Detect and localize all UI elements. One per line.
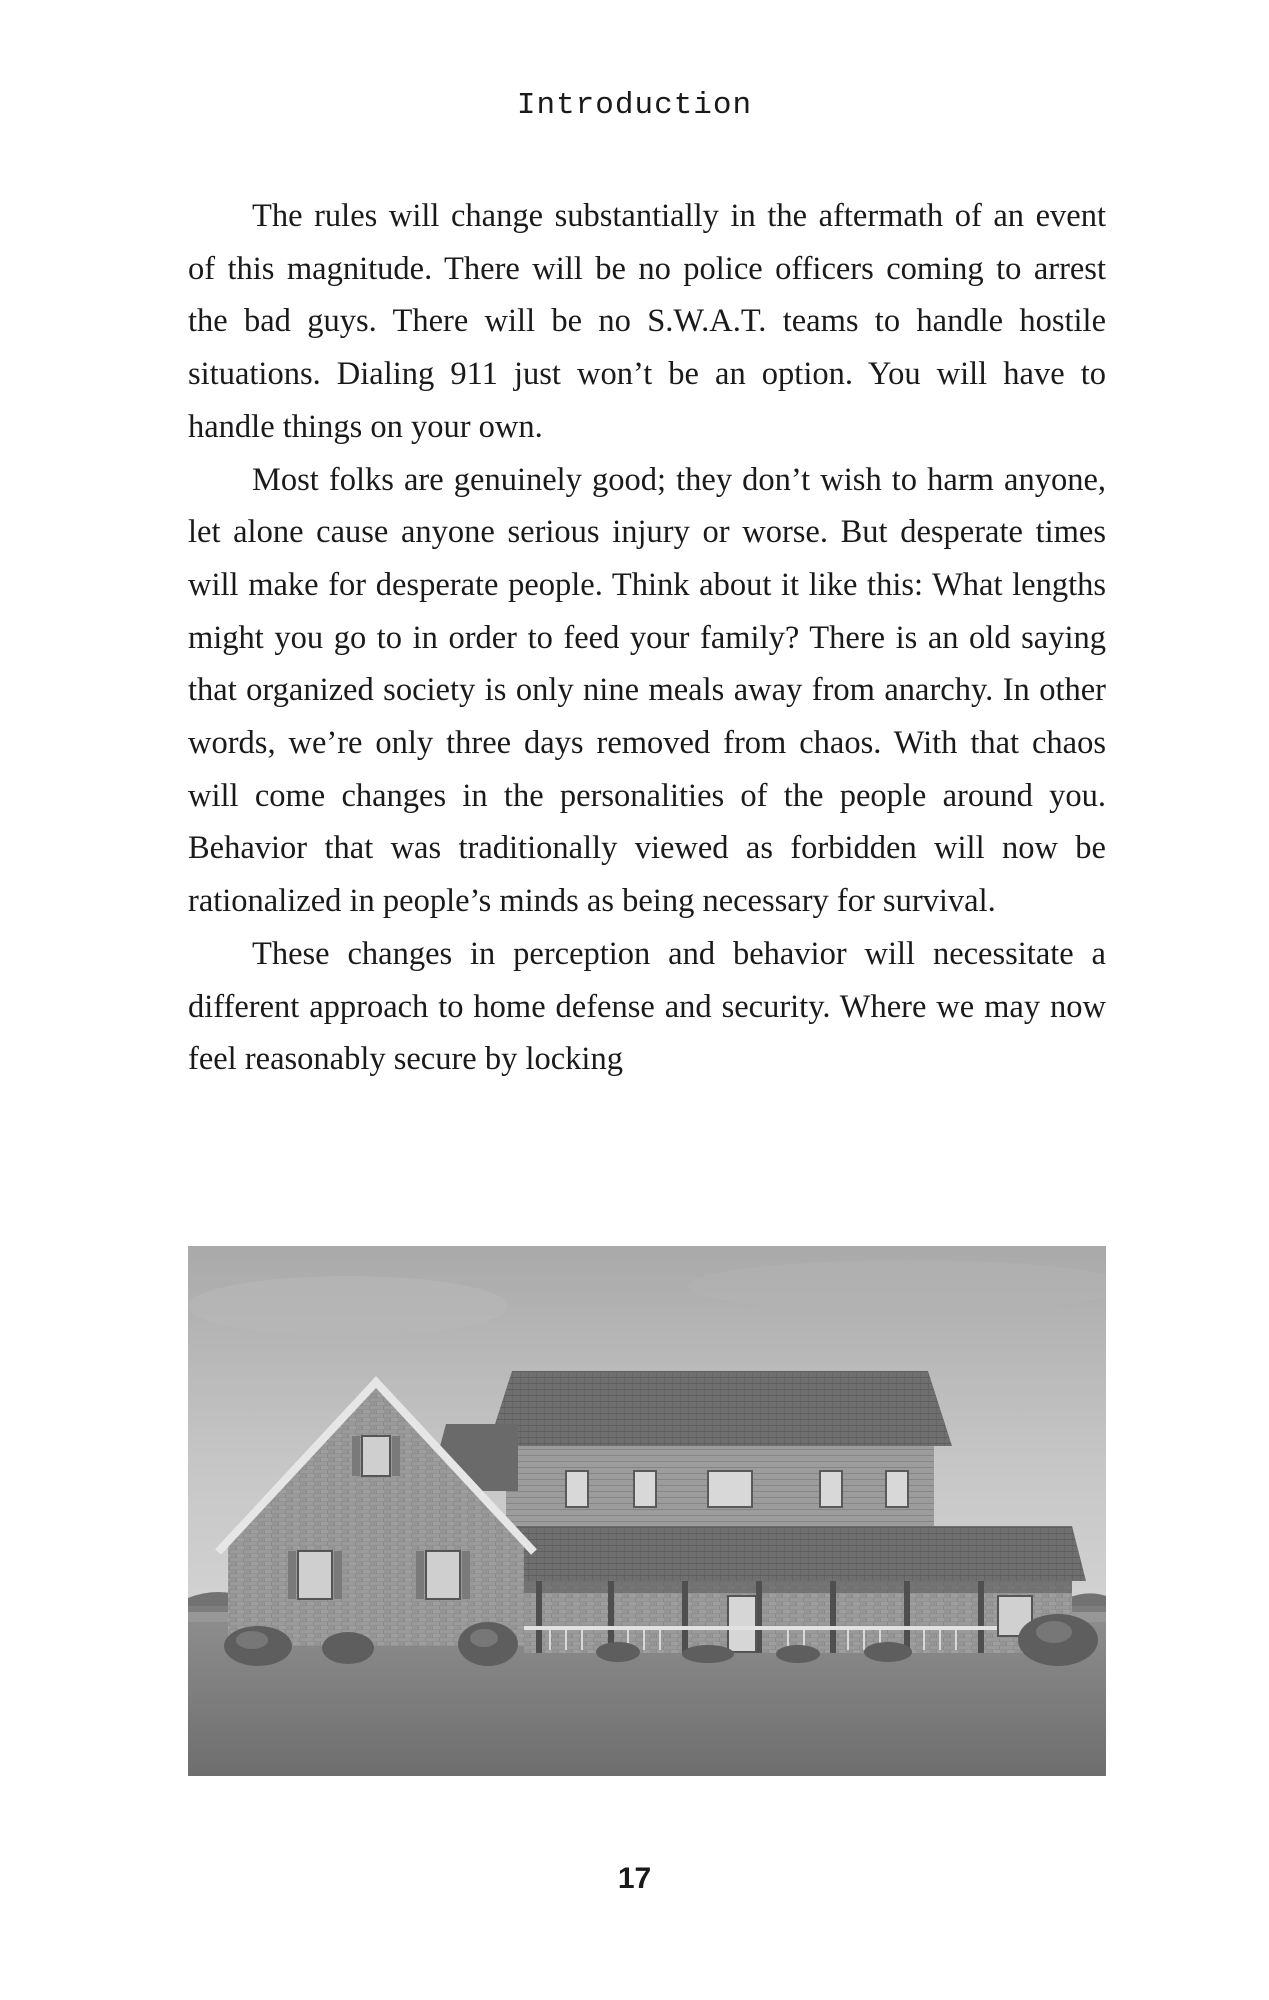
- paragraph-3: These changes in perception and behavior will necessitate a different approach to home defense and security. Where we may now feel reasonably secure by locking: [188, 935, 1106, 1078]
- house-photo: [188, 1246, 1106, 1776]
- house-photo-illustration: [188, 1246, 1106, 1776]
- running-head: Introduction: [516, 88, 753, 123]
- page-number: 17: [617, 1862, 652, 1895]
- paragraph-1: The rules will change substantially in the aftermath of an event of this magnitude. There will be no police officers coming to arrest the bad guys. There will be no S.W.A.T. teams to handle hostile situations. Dialing 911 just won’t be an option. You will have to handle things on your own.: [188, 198, 1106, 445]
- body-text: [188, 190, 1106, 1086]
- paragraph-2: Most folks are genuinely good; they don’t wish to harm anyone, let alone cause anyone serious injury or worse. But desperate times will make for desperate people. Think about it like this: What lengths might you go to in order to feed your family? There is an old saying that organized society is only nine meals away from anarchy. In other words, we’re only three days removed from chaos. With that chaos will come changes in the personalities of the people around you. Behavior that was traditionally viewed as forbidden will now be rationalized in people’s minds as being necessary for survival.: [188, 461, 1106, 920]
